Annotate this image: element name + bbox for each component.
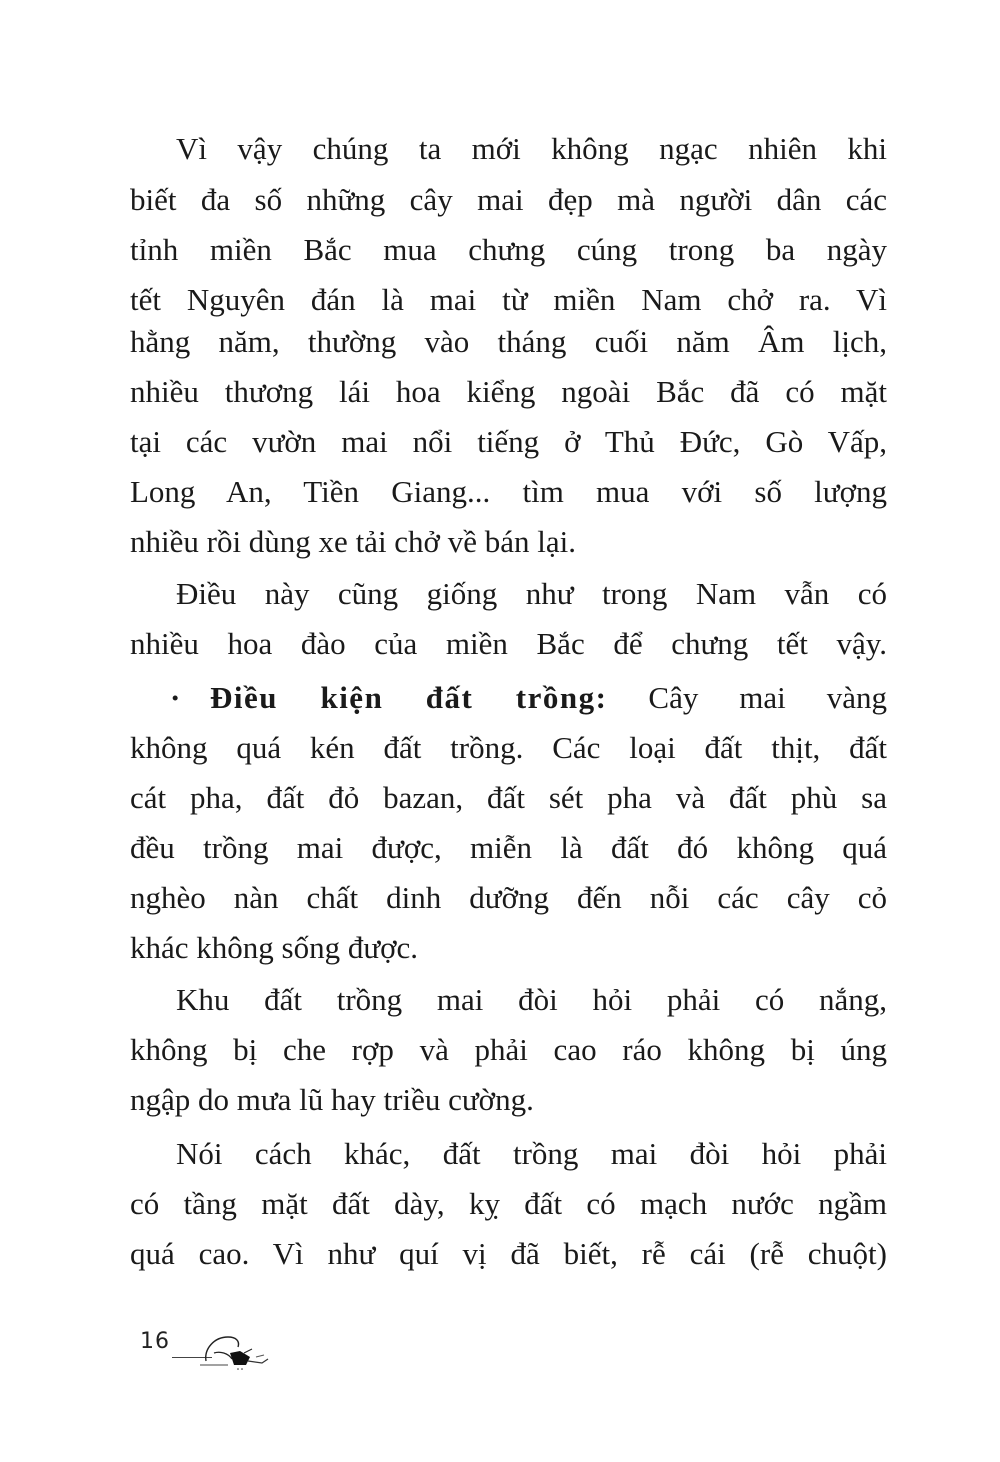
text-line: có tầng mặt đất dày, kỵ đất có mạch nước ngầm [130, 1186, 887, 1221]
section-heading: Điều kiện đất trồng: [210, 680, 608, 715]
text-line: nghèo nàn chất dinh dưỡng đến nỗi các cây cỏ [130, 880, 887, 915]
text-line: Nói cách khác, đất trồng mai đòi hỏi phải [176, 1136, 887, 1171]
text-line: nhiều thương lái hoa kiểng ngoài Bắc đã có mặt [130, 374, 887, 409]
text-line: tỉnh miền Bắc mua chưng cúng trong ba ngày [130, 232, 887, 267]
text-line: ngập do mưa lũ hay triều cường. [130, 1082, 534, 1117]
text-line: hằng năm, thường vào tháng cuối năm Âm lịch, [130, 324, 887, 359]
text-line: đều trồng mai được, miễn là đất đó không quá [130, 830, 887, 865]
heading-line-text: Cây mai vàng [607, 680, 887, 715]
text-line: Vì vậy chúng ta mới không ngạc nhiên khi [176, 131, 887, 166]
text-line: Khu đất trồng mai đòi hỏi phải có nắng, [176, 982, 887, 1017]
text-line: biết đa số những cây mai đẹp mà người dân các [130, 182, 887, 217]
text-line: tại các vườn mai nổi tiếng ở Thủ Đức, Gò Vấp, [130, 424, 887, 459]
ornament-illustration-icon [200, 1331, 270, 1371]
text-line: tết Nguyên đán là mai từ miền Nam chở ra. Vì [130, 282, 887, 317]
text-line: khác không sống được. [130, 930, 419, 965]
page-number: 16 [140, 1329, 170, 1354]
page-footer [140, 1325, 280, 1375]
bullet-icon: · [170, 680, 181, 715]
text-line: cát pha, đất đỏ bazan, đất sét pha và đất phù sa [130, 780, 887, 815]
text-line: Điều này cũng giống như trong Nam vẫn có [176, 576, 887, 611]
text-line: quá cao. Vì như quí vị đã biết, rễ cái (rễ chuột) [130, 1236, 887, 1271]
text-line: không quá kén đất trồng. Các loại đất thịt, đất [130, 730, 887, 765]
text-line: Long An, Tiền Giang... tìm mua với số lượng [130, 474, 887, 509]
text-line: không bị che rợp và phải cao ráo không bị úng [130, 1032, 887, 1067]
text-line: nhiều hoa đào của miền Bắc để chưng tết vậy. [130, 626, 887, 661]
bullet-heading-line [130, 678, 887, 718]
text-line: nhiều rồi dùng xe tải chở về bán lại. [130, 524, 576, 559]
